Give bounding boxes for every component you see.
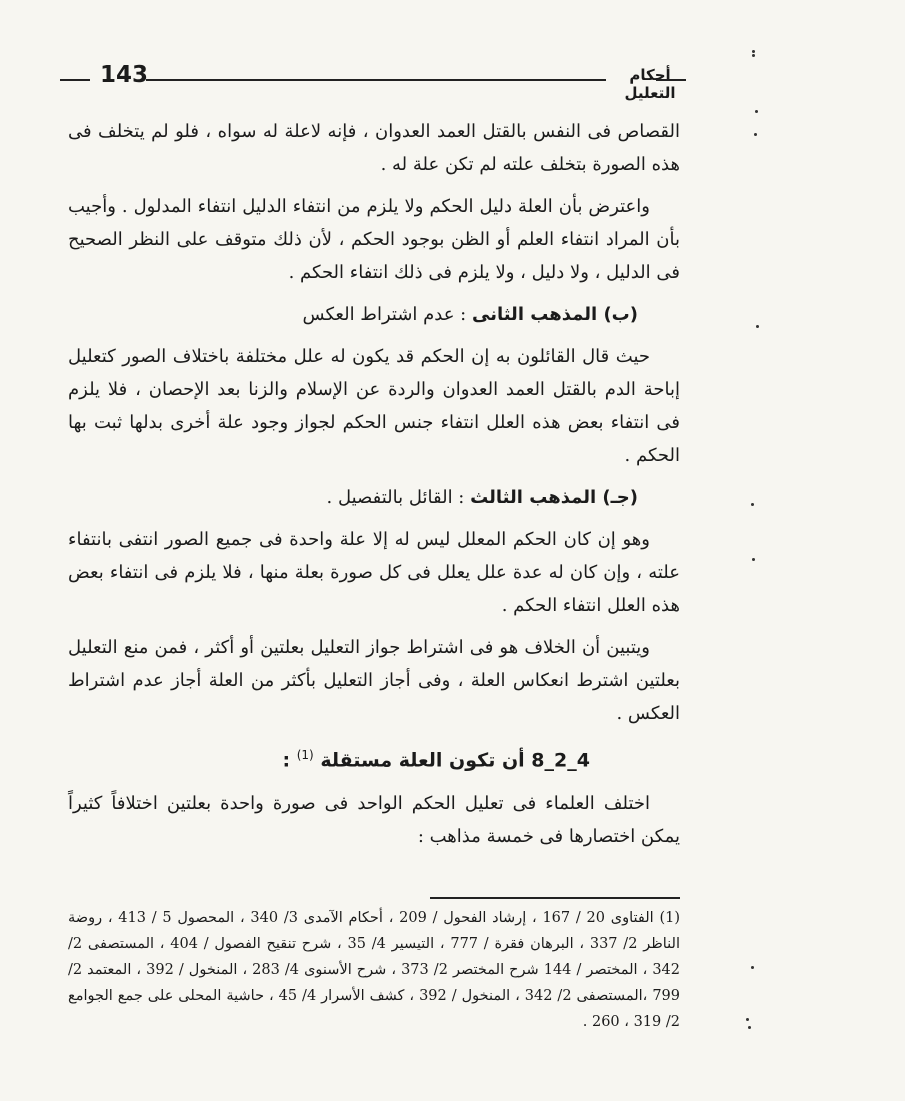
scan-speck (746, 1018, 749, 1021)
scan-speck (756, 325, 759, 328)
footnote-separator (430, 897, 680, 899)
paragraph-4: وهو إن كان الحكم المعلل ليس له إلا علة واحدة فى جميع الصور انتفى بانتفاء علته ، وإن كان له عدة علل يعلل فى كل صورة بعلة منها ، فلا يلزم فى انتفاء بعض هذه العلل انتفاء الحكم . (68, 529, 680, 616)
section-number: 4_2_8 (531, 749, 590, 772)
scan-speck (748, 1026, 751, 1029)
paragraph-6: اختلف العلماء فى تعليل الحكم الواحد فى صورة واحدة بعلتين اختلافاً كثيراً يمكن اختصارها فى خمسة مذاهب : (68, 793, 680, 848)
footnotes (68, 905, 680, 1035)
page-number: 143 (100, 62, 149, 88)
subheading-b-label: (ب) المذهب الثانى (471, 304, 638, 325)
paragraph-1: القصاص فى النفس بالقتل العمد العدوان ، فإنه لاعلة له سواه ، فلو لم يتخلف فى هذه الصورة بتخلف علته لم تكن علة له . (68, 121, 680, 175)
page-body (68, 115, 680, 862)
paragraph-2: واعترض بأن العلة دليل الحكم ولا يلزم من انتفاء الدليل انتفاء المدلول . وأجيب بأن المراد انتفاء العلم أو الظن بوجود الحكم ، لأن ذلك متوقف على النظر الصحيح فى الدليل ، ولا دليل ، ولا يلزم فى ذلك انتفاء الحكم . (68, 196, 680, 283)
header-rule-left (60, 79, 90, 81)
page-header (60, 62, 685, 102)
subheading-c-text: : القائل بالتفصيل . (326, 487, 465, 508)
paragraph-5: ويتبين أن الخلاف هو فى اشتراط جواز التعليل بعلتين أو أكثر ، فمن منع التعليل بعلتين اشترط انعكاس العلة ، وفى أجاز التعليل بأكثر من العلة أجاز عدم اشتراط العكس . (68, 637, 680, 724)
header-rule-middle (146, 79, 606, 81)
subheading-b-text: : عدم اشتراط العكس (302, 304, 467, 325)
scan-speck (752, 558, 755, 561)
scan-speck (751, 503, 754, 506)
section-colon: : (282, 749, 291, 772)
subheading-b (68, 298, 680, 331)
scan-speck (755, 110, 758, 113)
section-heading (68, 739, 680, 777)
footnote-1: (1) الفتاوى 20 / 167 ، إرشاد الفحول / 209 ، أحكام الآمدى 3/ 340 ، المحصول 5 / 413 ، روضة الناظر 2/ 337 ، البرهان فقرة / 777 ، التيسير 4/ 35 ، شرح تنقيح الفصول / 404 ، المستصفى 2/ 342 ، المختصر / 144 شرح المختصر 2/ 373 ، شرح الأسنوى 4/ 283 ، المنخول / 392 ، المعتمد 2/ 799 ،المستصفى 2/ 342 ، المنخول / 392 ، كشف الأسرار 4/ 45 ، حاشية المحلى على جمع الجوامع 2/ 319 ، 260 . (68, 910, 681, 1030)
scan-speck (754, 133, 757, 136)
paragraph-3: حيث قال القائلون به إن الحكم قد يكون له علل مختلفة باختلاف الصور كتعليل إباحة الدم بالقتل العمد العدوان والردة عن الإسلام والزنا بعد الإحصان ، فلا يلزم فى انتفاء بعض هذه العلل انتفاء جنس الحكم لجواز وجود علة أخرى بدلها ثبت بها الحكم . (68, 346, 680, 466)
running-title: أحكام التعليل (624, 66, 676, 102)
subheading-c-label: (جـ) المذهب الثالث (470, 487, 638, 508)
footnote-ref: (1) (296, 748, 314, 762)
section-title: أن تكون العلة مستقلة (320, 749, 525, 772)
scan-speck (751, 966, 754, 969)
scan-speck (752, 50, 755, 53)
header-rule-right (656, 79, 686, 81)
scan-speck (752, 54, 755, 57)
subheading-c (68, 481, 680, 514)
